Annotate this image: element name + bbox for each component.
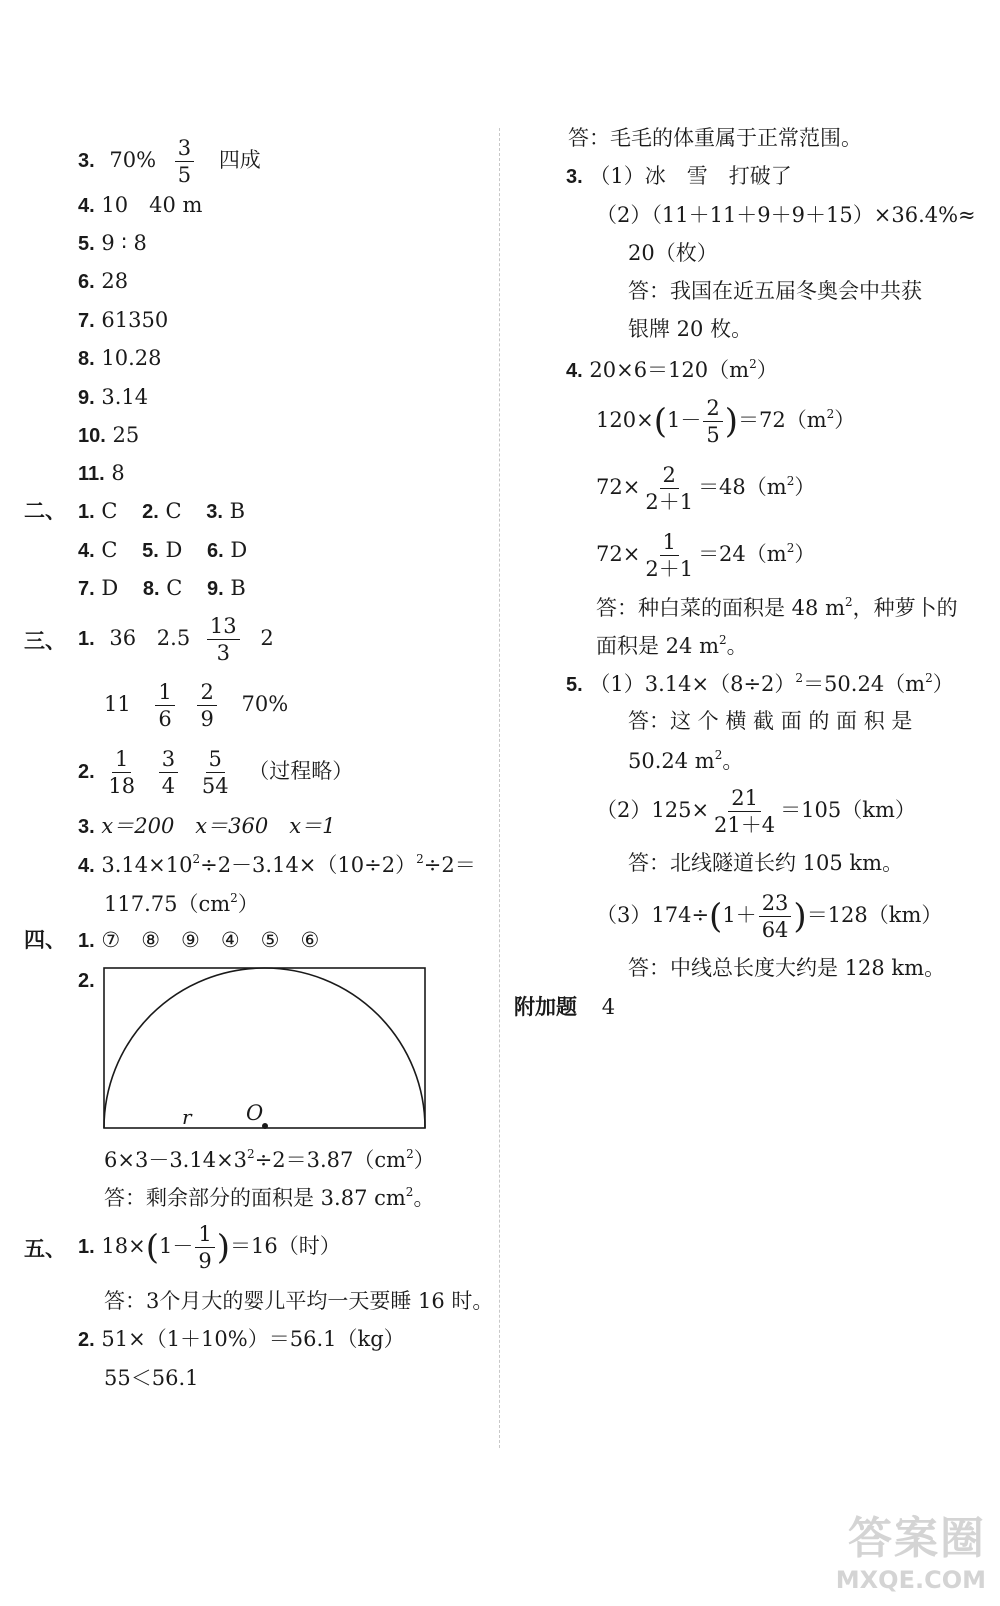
watermark-logo: 答案圈 MXQE.COM (835, 1513, 986, 1594)
sec5-q2-line2: 55＜56.1 (104, 1366, 199, 1390)
left-q10: 10. 25 (78, 423, 140, 447)
section-3-label: 三、 (24, 629, 66, 653)
left-q11: 11. 8 (78, 461, 125, 485)
radius-label: r (182, 1105, 192, 1129)
right-q5-a1b: 50.24 $m^2$。 (628, 748, 744, 773)
right-q4-l4: 72× $\frac{1}{2+1}$ $=24(m^2)$ (596, 530, 816, 582)
left-q5: 5. 9 ∶ 8 (78, 231, 147, 255)
sec2-row-1: 1. C 2. C 3. B (78, 499, 246, 523)
right-q5-a3: 答：中线总长度大约是 128 km。 (628, 956, 946, 980)
right-q3-p1: 3. （1）冰 雪 打破了 (566, 164, 792, 188)
right-q5-a1: 答：这 个 横 截 面 的 面 积 是 (628, 709, 913, 733)
sec3-q4-line1: 4. $3.14\times 10^2\div 2-3.14\times(10\div 2)^2\div 2=$ (78, 852, 476, 877)
sec3-q3: 3. x＝200 x＝360 x＝1 (78, 814, 336, 838)
fraction: $\frac{3}{5}$ (175, 136, 194, 187)
left-q8: 8. 10.28 (78, 346, 162, 370)
right-q3-p2b: 20（枚） (628, 241, 718, 265)
section-5-label: 五、 (24, 1237, 66, 1261)
sec5-q2-line1: 2. 51×（1＋10%）＝56.1（kg） (78, 1327, 405, 1351)
center-label: O (246, 1101, 264, 1125)
right-q3-ans: 答：我国在近五届冬奥会中共获 (628, 279, 922, 303)
sec5-q1: 1. 18×(1－ $\frac{1}{9}$ )＝16（时） (78, 1222, 341, 1274)
right-q3-ans-b: 银牌 20 枚。 (628, 317, 753, 341)
left-q9: 9. 3.14 (78, 385, 149, 409)
right-q4-l3: 72× $\frac{2}{2+1}$ $=48(m^2)$ (596, 463, 816, 515)
right-q3-p2: （2）（11＋11＋9＋9＋15）×36.4%≈ (596, 203, 976, 227)
right-q5-p2: （2）125× $\frac{21}{21+4}$ ＝105（km） (596, 786, 916, 838)
sec2-row-3: 7. D 8. C 9. B (78, 576, 246, 600)
right-q4-ans: 答：种白菜的面积是 48 $m^2$，种萝卜的 (596, 595, 958, 620)
sec3-q1-row1: 1. 36 2.5 $\frac{13}{3}$ 2 (78, 614, 274, 666)
right-q4-l2: 120×(1－ $\frac{2}{5}$ )$=72(m^2)$ (596, 396, 856, 448)
sec4-q1: 1. ⑦ ⑧ ⑨ ④ ⑤ ⑥ (78, 928, 320, 952)
sec4-q2-num: 2. (78, 970, 95, 992)
left-q7: 7. 61350 (78, 308, 169, 332)
left-q4: 4. 10 40 m (78, 193, 203, 217)
extra-question: 附加题 4 (514, 995, 616, 1019)
sec4-q2-answer: 答：剩余部分的面积是 3.87 $cm^2$。 (104, 1185, 435, 1210)
sec4-q2-calc: $6\times 3-3.14\times 3^2\div 2=3.87(cm^2)$ (104, 1147, 435, 1172)
sec3-q4-line2: $117.75(cm^2)$ (104, 891, 259, 916)
right-q5-a2: 答：北线隧道长约 105 km。 (628, 851, 904, 875)
right-answer-top: 答：毛毛的体重属于正常范围。 (568, 126, 862, 150)
sec3-q2: 2. $\frac{1}{18}$ $\frac{3}{4}$ $\frac{5}{54}$ （过程略） (78, 747, 354, 799)
sec3-q1-row2: 11 $\frac{1}{6}$ $\frac{2}{9}$ 70% (104, 680, 289, 732)
left-q6: 6. 28 (78, 269, 129, 293)
right-q4-l1: 4. $20\times 6=120(m^2)$ (566, 357, 778, 382)
right-q5-p3: （3）174÷(1＋ $\frac{23}{64}$ )＝128（km） (596, 891, 943, 943)
sec2-row-2: 4. C 5. D 6. D (78, 538, 248, 562)
right-q4-ans2: 面积是 24 $m^2$。 (596, 633, 748, 658)
column-divider (499, 128, 500, 1448)
rectangle-shape (104, 968, 425, 1128)
semicircle-arc (104, 968, 425, 1128)
right-q5-p1: 5. $(1)3.14\times(8\div 2)^2=50.24(m^2)$ (566, 671, 954, 696)
semicircle-figure (100, 964, 430, 1132)
sec5-q1-answer: 答：3个月大的婴儿平均一天要睡 16 时。 (104, 1289, 494, 1313)
section-2-label: 二、 (24, 499, 66, 523)
section-4-label: 四、 (24, 928, 66, 952)
left-q3: 3. 70% $\frac{3}{5}$ 四成 (78, 136, 261, 188)
